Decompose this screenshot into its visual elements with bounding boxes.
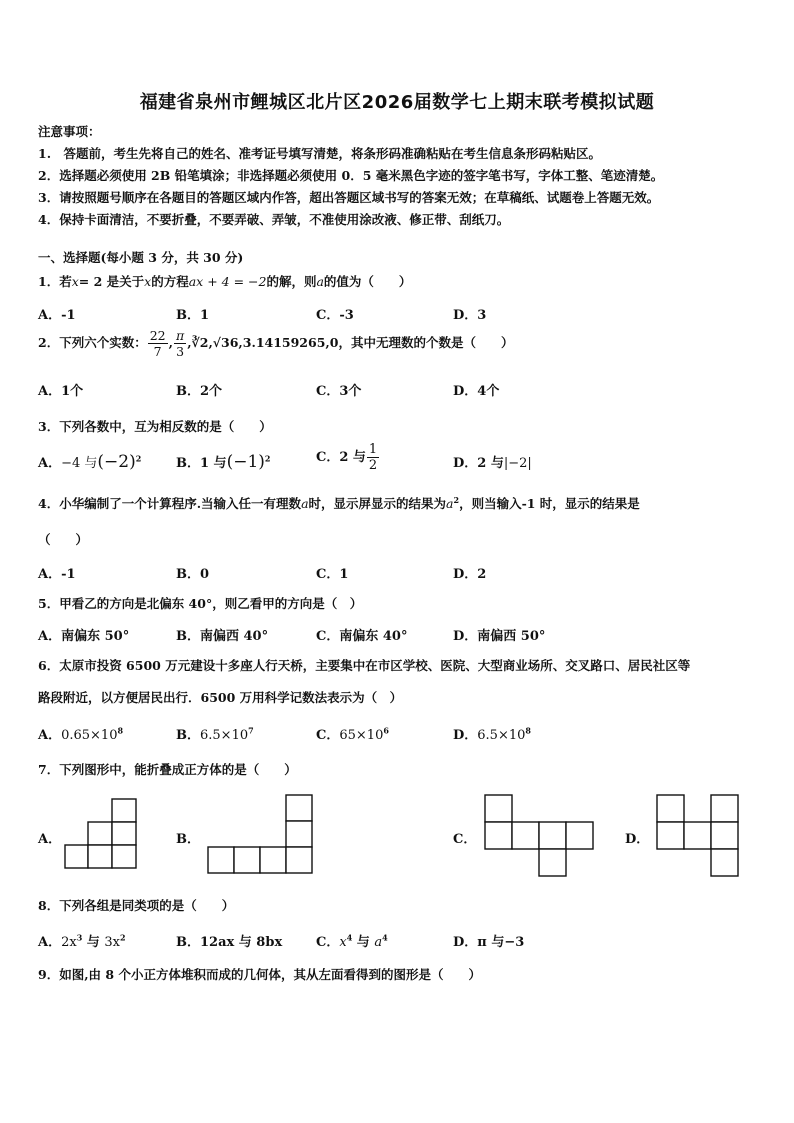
q5-option-c[interactable]: C．南偏东 40° [316,629,408,644]
question-8: 8．下列各组是同类项的是（ ） [38,898,235,913]
q4-option-d[interactable]: D．2 [453,567,487,582]
q7-net-c[interactable] [484,794,594,878]
q2-option-a[interactable]: A．1个 [38,384,84,399]
question-9: 9．如图,由 8 个小正方体堆积而成的几何体，其从左面看得到的图形是（ ） [38,967,481,982]
section-heading: 一、选择题(每小题 3 分，共 30 分) [38,250,244,265]
q2-option-d[interactable]: D．4个 [453,384,500,399]
q4-option-c[interactable]: C．1 [316,567,349,582]
q1-option-a[interactable]: A．-1 [38,308,76,323]
q7-net-a[interactable] [64,798,139,870]
q4-option-a[interactable]: A．-1 [38,567,76,582]
q7-option-b-label[interactable]: B． [176,832,200,847]
q5-option-d[interactable]: D．南偏西 50° [453,629,546,644]
question-3: 3．下列各数中，互为相反数的是（ ） [38,419,272,434]
q1-option-d[interactable]: D．3 [453,308,487,323]
q7-net-d[interactable] [656,794,740,878]
question-1: 1．若x= 2 是关于x的方程ax + 4 = −2的解，则a的值为（ ） [38,274,412,289]
q7-option-d-label[interactable]: D． [625,832,650,847]
q6-option-d[interactable]: D．$6.5\times 10^8$ [453,725,531,743]
q2-option-c[interactable]: C．3个 [316,384,362,399]
notice-item-1: 1. 答题前，考生先将自己的姓名、准考证号填写清楚，将条形码准确粘贴在考生信息条形码粘贴区。 [38,146,602,161]
question-4-blank: （ ） [38,532,89,547]
q6-option-c[interactable]: C．$65\times 10^6$ [316,725,389,743]
q2-option-b[interactable]: B．2个 [176,384,223,399]
q5-option-b[interactable]: B．南偏西 40° [176,629,269,644]
page-title: 福建省泉州市鲤城区北片区2026届数学七上期末联考模拟试题 [139,92,655,113]
question-7: 7．下列图形中，能折叠成正方体的是（ ） [38,762,297,777]
notice-item-3: 3．请按照题号顺序在各题目的答题区域内作答，超出答题区域书写的答案无效；在草稿纸、试题卷上答题无效。 [38,190,660,205]
q6-option-b[interactable]: B．$6.5\times 10^7$ [176,725,254,743]
question-5: 5．甲看乙的方向是北偏东 40°，则乙看甲的方向是（ ） [38,596,363,611]
q3-option-d[interactable]: D．2 与|−2| [453,456,532,471]
q8-option-d[interactable]: D．π 与−3 [453,935,525,950]
notice-item-2: 2．选择题必须使用 2B 铅笔填涂；非选择题必须使用 0．5 毫米黑色字迹的签字笔书写，字体工整、笔迹清楚。 [38,168,664,183]
q1-option-b[interactable]: B．1 [176,308,210,323]
q7-option-c-label[interactable]: C． [453,832,477,847]
question-6-line-1: 6．太原市投资 6500 万元建设十多座人行天桥，主要集中在市区学校、医院、大型商业场所、交叉路口、居民社区等 [38,658,691,673]
notice-item-4: 4．保持卡面清洁，不要折叠，不要弄破、弄皱，不准使用涂改液、修正带、刮纸刀。 [38,212,510,227]
q3-option-a[interactable]: A．−4 与$(-2)^2$ [38,452,142,472]
question-6-line-2: 路段附近，以方便居民出行．6500 万用科学记数法表示为（ ） [38,690,403,705]
q3-option-b[interactable]: B．1 与$(-1)^2$ [176,452,271,472]
question-4: 4．小华编制了一个计算程序.当输入任一有理数a时，显示屏显示的结果为$a^2$，则当输入-1 时，显示的结果是 [38,494,640,511]
notice-heading: 注意事项： [38,124,101,139]
q8-option-c[interactable]: C．$x^4$ 与 $a^4$ [316,932,388,950]
q8-option-a[interactable]: A．$2x^3$ 与 $3x^2$ [38,932,126,950]
q7-option-a-label[interactable]: A． [38,832,62,847]
q7-net-b[interactable] [206,794,314,876]
question-2: 2．下列六个实数： $\frac{22}{7}$ , $\frac{\pi}{3}$ ,∛2,√36,3.14159265,0，其中无理数的个数是（ ） [38,328,514,359]
q5-option-a[interactable]: A．南偏东 50° [38,629,130,644]
q6-option-a[interactable]: A．$0.65\times 10^8$ [38,725,124,743]
q8-option-b[interactable]: B．12ax 与 8bx [176,935,283,950]
q1-option-c[interactable]: C．-3 [316,308,354,323]
q4-option-b[interactable]: B．0 [176,567,210,582]
q3-option-c[interactable]: C．2 与 $\frac{1}{2}$ [316,442,378,473]
